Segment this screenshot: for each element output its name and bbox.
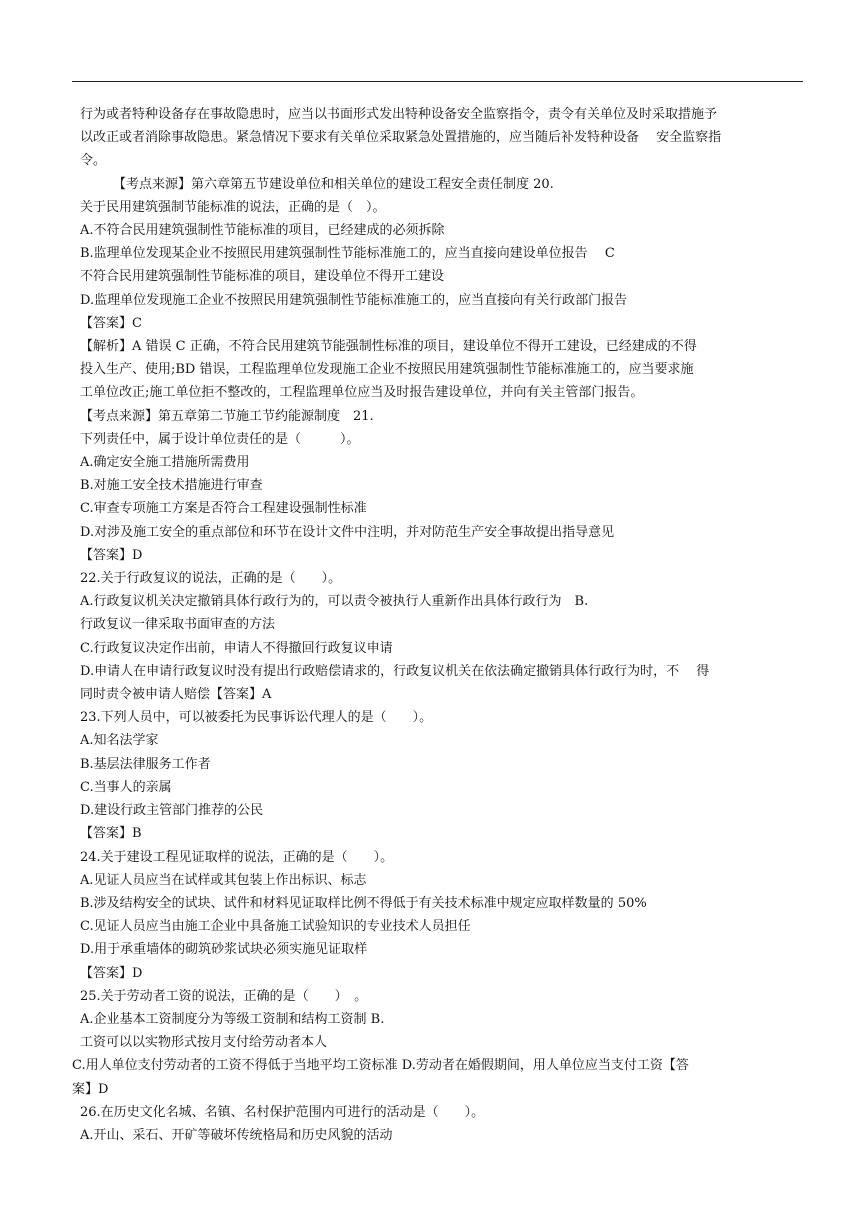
question-line: 关于民用建筑强制节能标准的说法，正确的是（ ）。 [80, 199, 386, 215]
option-line: C.用人单位支付劳动者的工资不得低于当地平均工资标准 D.劳动者在婚假期间，用人单位应当支付工资【答 [72, 1058, 689, 1074]
option-line: D.监理单位发现施工企业不按照民用建筑强制性节能标准施工的，应当直接向有关行政部门报告 [80, 292, 628, 308]
source-line: 【考点来源】第六章第五节建设单位和相关单位的建设工程安全责任制度 20. [113, 176, 554, 192]
option-line: 行政复议一律采取书面审查的方法 [80, 617, 276, 633]
option-line: A.开山、采石、开矿等破坏传统格局和历史风貌的活动 [80, 1127, 393, 1143]
text-line: 行为或者特种设备存在事故隐患时，应当以书面形式发出特种设备安全监察指令，责令有关单位及时采取措施予 [80, 107, 718, 122]
option-line: B.对施工安全技术措施进行审查 [80, 478, 263, 494]
option-line: B.监理单位发现某企业不按照民用建筑强制性节能标准施工的，应当直接向建设单位报告 C [80, 246, 615, 262]
text-line: 令。 [80, 153, 107, 169]
option-line: A.知名法学家 [80, 733, 159, 749]
header-rule [72, 81, 803, 82]
option-line: D.建设行政主管部门推荐的公民 [80, 803, 264, 819]
option-line: A.不符合民用建筑强制性节能标准的项目，已经建成的必须拆除 [80, 223, 445, 239]
question-line: 26.在历史文化名城、名镇、名村保护范围内可进行的活动是（ ）。 [80, 1104, 485, 1120]
option-line: D.用于承重墙体的砌筑砂浆试块必须实施见证取样 [80, 942, 368, 958]
option-line: A.行政复议机关决定撤销具体行政行为的，可以责令被执行人重新作出具体行政行为 B. [80, 594, 589, 610]
text-line: 以改正或者消除事故隐患。紧急情况下要求有关单位采取紧急处置措施的，应当随后补发特种设备 安全监察指 [80, 130, 722, 146]
option-line: A.确定安全施工措施所需费用 [80, 455, 250, 471]
analysis-line: 【解析】A 错误 C 正确，不符合民用建筑节能强制性标准的项目，建设单位不得开工建设，已经建成的不得 [80, 339, 697, 355]
question-line: 25.关于劳动者工资的说法，正确的是（ ） 。 [80, 988, 368, 1004]
question-line: 下列责任中，属于设计单位责任的是（ ）。 [80, 431, 360, 447]
answer-line: 【答案】B [80, 826, 142, 842]
answer-line: 【答案】D [80, 547, 143, 563]
question-line: 23.下列人员中，可以被委托为民事诉讼代理人的是（ ）。 [80, 710, 433, 726]
option-line: D.对涉及施工安全的重点部位和环节在设计文件中注明，并对防范生产安全事故提出指导意见 [80, 524, 615, 540]
option-line: C.行政复议决定作出前，申请人不得撤回行政复议申请 [80, 640, 393, 656]
source-line: 【考点来源】第五章第二节施工节约能源制度 21. [80, 408, 374, 424]
option-line: B.涉及结构安全的试块、试件和材料见证取样比例不得低于有关技术标准中规定应取样数量的 50% [80, 895, 647, 911]
option-line: C.当事人的亲属 [80, 779, 172, 795]
option-line: C.见证人员应当由施工企业中具备施工试验知识的专业技术人员担任 [80, 919, 471, 935]
option-line: A.企业基本工资制度分为等级工资制和结构工资制 B. [80, 1011, 385, 1027]
answer-line: 【答案】C [80, 315, 142, 331]
analysis-line: 投入生产、使用;BD 错误，工程监理单位发现施工企业不按照民用建筑强制性节能标准施工的，应当要求施 [80, 362, 694, 378]
option-line: 不符合民用建筑强制性节能标准的项目，建设单位不得开工建设 [80, 269, 445, 285]
option-line: A.见证人员应当在试样或其包装上作出标识、标志 [80, 872, 367, 888]
option-line: D.申请人在申请行政复议时没有提出行政赔偿请求的，行政复议机关在依法确定撤销具体行政行为时，不 得 [80, 663, 710, 679]
option-line: 工资可以以实物形式按月支付给劳动者本人 [80, 1035, 328, 1051]
option-line: 同时责令被申请人赔偿【答案】A [80, 687, 272, 703]
option-line: C.审查专项施工方案是否符合工程建设强制性标准 [80, 501, 367, 517]
option-line: B.基层法律服务工作者 [80, 756, 211, 772]
document-body [72, 103, 792, 1147]
question-line: 22.关于行政复议的说法，正确的是（ ）。 [80, 571, 342, 587]
answer-line: 【答案】D [80, 965, 143, 981]
question-line: 24.关于建设工程见证取样的说法，正确的是（ ）。 [80, 849, 394, 865]
analysis-line: 工单位改正;施工单位拒不整改的，工程监理单位应当及时报告建设单位，并向有关主管部门报告。 [80, 385, 644, 401]
answer-line: 案】D [72, 1081, 109, 1097]
